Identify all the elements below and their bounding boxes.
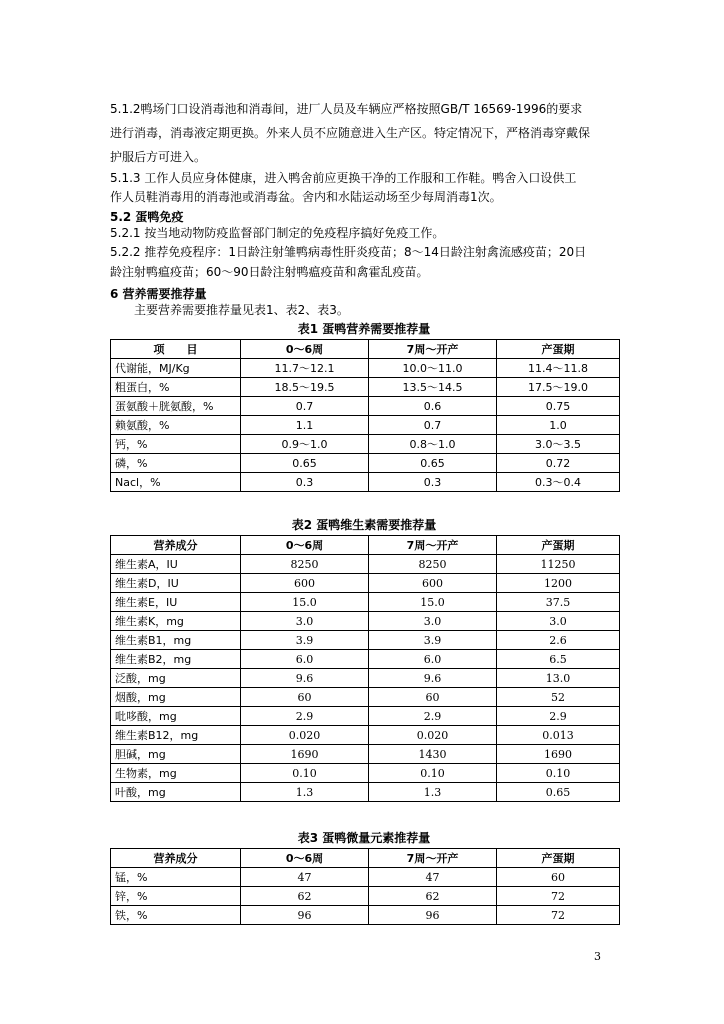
table1-cell: 11.7～12.1 (241, 359, 369, 378)
table2-row (111, 783, 620, 802)
table3-cell: 72 (497, 906, 620, 925)
table2-cell: 15.0 (369, 593, 497, 612)
table2-cell: 1690 (241, 745, 369, 764)
table1-header-cell: 项 目 (111, 340, 241, 359)
table1-cell: 磷，% (111, 454, 241, 473)
table1-header-cell: 0～6周 (241, 340, 369, 359)
table1-header-cell: 产蛋期 (497, 340, 620, 359)
paragraph-5-1-3-line-2: 作人员鞋消毒用的消毒池或消毒盆。舍内和水陆运动场至少每周消毒1次。 (110, 190, 502, 204)
table3-cell: 锰，% (111, 868, 241, 887)
table1-row (111, 397, 620, 416)
table1-cell: 蛋氨酸＋胱氨酸，% (111, 397, 241, 416)
table1-cell: 0.8～1.0 (369, 435, 497, 454)
table1-cell: 3.0～3.5 (497, 435, 620, 454)
table2-cell: 2.6 (497, 631, 620, 650)
table2-cell: 叶酸，mg (111, 783, 241, 802)
table2-cell: 1.3 (369, 783, 497, 802)
table2-row (111, 764, 620, 783)
paragraph-5-1-3-line-1: 5.1.3 工作人员应身体健康，进入鸭舍前应更换干净的工作服和工作鞋。鸭舍入口设供工 (110, 171, 577, 185)
table1-cell: 0.75 (497, 397, 620, 416)
table2-cell: 维生素B2，mg (111, 650, 241, 669)
table2-cell: 1.3 (241, 783, 369, 802)
table2-cell: 11250 (497, 555, 620, 574)
table2-cell: 60 (241, 688, 369, 707)
table1-cell: 18.5～19.5 (241, 378, 369, 397)
table2-cell: 1690 (497, 745, 620, 764)
table3-cell: 锌，% (111, 887, 241, 906)
table2-cell: 6.0 (369, 650, 497, 669)
table1-row (111, 435, 620, 454)
table2-cell: 600 (241, 574, 369, 593)
table2-row (111, 745, 620, 764)
paragraph-5-1-2-line-3: 护服后方可进入。 (110, 150, 207, 164)
table2-row (111, 688, 620, 707)
table1-caption: 表1 蛋鸭营养需要推荐量 (297, 322, 431, 336)
table3-cell: 62 (241, 887, 369, 906)
table1-cell: 17.5～19.0 (497, 378, 620, 397)
table2-cell: 烟酸，mg (111, 688, 241, 707)
table2-cell: 2.9 (497, 707, 620, 726)
table2-cell: 吡哆酸，mg (111, 707, 241, 726)
table2-cell: 52 (497, 688, 620, 707)
table3-cell: 47 (369, 868, 497, 887)
table1-cell: 0.3 (369, 473, 497, 492)
table3-header-cell: 营养成分 (111, 849, 241, 868)
table2-cell: 0.10 (369, 764, 497, 783)
table3-trace-element-requirements (110, 848, 620, 925)
table3-header-cell: 产蛋期 (497, 849, 620, 868)
table2-caption: 表2 蛋鸭维生素需要推荐量 (291, 518, 437, 532)
table1-cell: 10.0～11.0 (369, 359, 497, 378)
paragraph-5-2-2-line-1: 5.2.2 推荐免疫程序：1日龄注射雏鸭病毒性肝炎疫苗；8～14日龄注射禽流感疫苗；20日 (110, 245, 587, 259)
table2-cell: 6.0 (241, 650, 369, 669)
table2-cell: 3.9 (369, 631, 497, 650)
table2-header-row (111, 536, 620, 555)
table1-cell: 0.3 (241, 473, 369, 492)
table3-caption: 表3 蛋鸭微量元素推荐量 (297, 831, 431, 845)
table1-row (111, 473, 620, 492)
table2-cell: 0.020 (369, 726, 497, 745)
table3-row (111, 906, 620, 925)
table3-cell: 96 (369, 906, 497, 925)
table2-row (111, 555, 620, 574)
table3-header-row (111, 849, 620, 868)
table1-cell: 赖氨酸，% (111, 416, 241, 435)
table2-header-cell: 产蛋期 (497, 536, 620, 555)
table1-row (111, 416, 620, 435)
table3-cell: 60 (497, 868, 620, 887)
table2-header-cell: 7周～开产 (369, 536, 497, 555)
table1-cell: 0.72 (497, 454, 620, 473)
table2-cell: 3.0 (497, 612, 620, 631)
table2-row (111, 574, 620, 593)
table1-cell: 钙，% (111, 435, 241, 454)
table1-row (111, 359, 620, 378)
table2-row (111, 593, 620, 612)
table2-header-cell: 0～6周 (241, 536, 369, 555)
table3-cell: 72 (497, 887, 620, 906)
table2-cell: 维生素K，mg (111, 612, 241, 631)
table3-header-cell: 0～6周 (241, 849, 369, 868)
table1-cell: 0.65 (369, 454, 497, 473)
table1-cell: 0.9～1.0 (241, 435, 369, 454)
paragraph-5-2-2-line-2: 龄注射鸭瘟疫苗；60～90日龄注射鸭瘟疫苗和禽霍乱疫苗。 (110, 265, 429, 279)
table1-row (111, 454, 620, 473)
table2-cell: 0.020 (241, 726, 369, 745)
table2-cell: 9.6 (369, 669, 497, 688)
table2-row (111, 726, 620, 745)
table2-row (111, 669, 620, 688)
table1-nutrient-requirements (110, 339, 620, 492)
page-number: 3 (594, 950, 601, 963)
table2-row (111, 612, 620, 631)
table2-cell: 37.5 (497, 593, 620, 612)
table1-header-row (111, 340, 620, 359)
table2-cell: 维生素E，IU (111, 593, 241, 612)
table3-cell: 铁，% (111, 906, 241, 925)
table1-cell: 13.5～14.5 (369, 378, 497, 397)
heading-6: 6 营养需要推荐量 (110, 287, 207, 301)
paragraph-5-2-1: 5.2.1 按当地动物防疫监督部门制定的免疫程序搞好免疫工作。 (110, 226, 445, 240)
table1-cell: 粗蛋白，% (111, 378, 241, 397)
table2-cell: 3.0 (369, 612, 497, 631)
table1-cell: 代谢能，MJ/Kg (111, 359, 241, 378)
table2-cell: 60 (369, 688, 497, 707)
table2-vitamin-requirements (110, 535, 620, 802)
table2-cell: 3.9 (241, 631, 369, 650)
table2-header-cell: 营养成分 (111, 536, 241, 555)
table3-row (111, 887, 620, 906)
paragraph-5-1-2-line-1: 5.1.2鸭场门口设消毒池和消毒间，进厂人员及车辆应严格按照GB/T 16569-1996的要求 (110, 102, 583, 116)
table1-cell: 0.3～0.4 (497, 473, 620, 492)
table2-cell: 2.9 (241, 707, 369, 726)
paragraph-5-1-2-line-2: 进行消毒，消毒液定期更换。外来人员不应随意进入生产区。特定情况下，严格消毒穿戴保 (110, 126, 591, 140)
table2-cell: 生物素，mg (111, 764, 241, 783)
table2-cell: 0.10 (241, 764, 369, 783)
table1-cell: 1.0 (497, 416, 620, 435)
table1-cell: 0.7 (241, 397, 369, 416)
table2-cell: 13.0 (497, 669, 620, 688)
table2-cell: 2.9 (369, 707, 497, 726)
table1-header-cell: 7周～开产 (369, 340, 497, 359)
table2-cell: 9.6 (241, 669, 369, 688)
table2-cell: 8250 (241, 555, 369, 574)
table2-row (111, 650, 620, 669)
table1-cell: 11.4～11.8 (497, 359, 620, 378)
table2-cell: 3.0 (241, 612, 369, 631)
table1-cell: Nacl，% (111, 473, 241, 492)
table2-row (111, 631, 620, 650)
table2-cell: 0.10 (497, 764, 620, 783)
table1-row (111, 378, 620, 397)
table2-row (111, 707, 620, 726)
table2-cell: 泛酸，mg (111, 669, 241, 688)
heading-5-2: 5.2 蛋鸭免疫 (110, 210, 184, 224)
table2-cell: 胆碱，mg (111, 745, 241, 764)
table2-cell: 1430 (369, 745, 497, 764)
table3-cell: 96 (241, 906, 369, 925)
table2-cell: 8250 (369, 555, 497, 574)
table2-cell: 0.013 (497, 726, 620, 745)
table2-cell: 维生素D，IU (111, 574, 241, 593)
table3-cell: 62 (369, 887, 497, 906)
table2-cell: 维生素A，IU (111, 555, 241, 574)
table3-row (111, 868, 620, 887)
table3-header-cell: 7周～开产 (369, 849, 497, 868)
table1-cell: 0.6 (369, 397, 497, 416)
table2-cell: 15.0 (241, 593, 369, 612)
table3-cell: 47 (241, 868, 369, 887)
table1-cell: 1.1 (241, 416, 369, 435)
paragraph-6-intro: 主要营养需要推荐量见表1、表2、表3。 (134, 303, 349, 317)
table2-cell: 600 (369, 574, 497, 593)
table2-cell: 1200 (497, 574, 620, 593)
table2-cell: 维生素B12，mg (111, 726, 241, 745)
table1-cell: 0.7 (369, 416, 497, 435)
table2-cell: 0.65 (497, 783, 620, 802)
table2-cell: 维生素B1，mg (111, 631, 241, 650)
table2-cell: 6.5 (497, 650, 620, 669)
table1-cell: 0.65 (241, 454, 369, 473)
